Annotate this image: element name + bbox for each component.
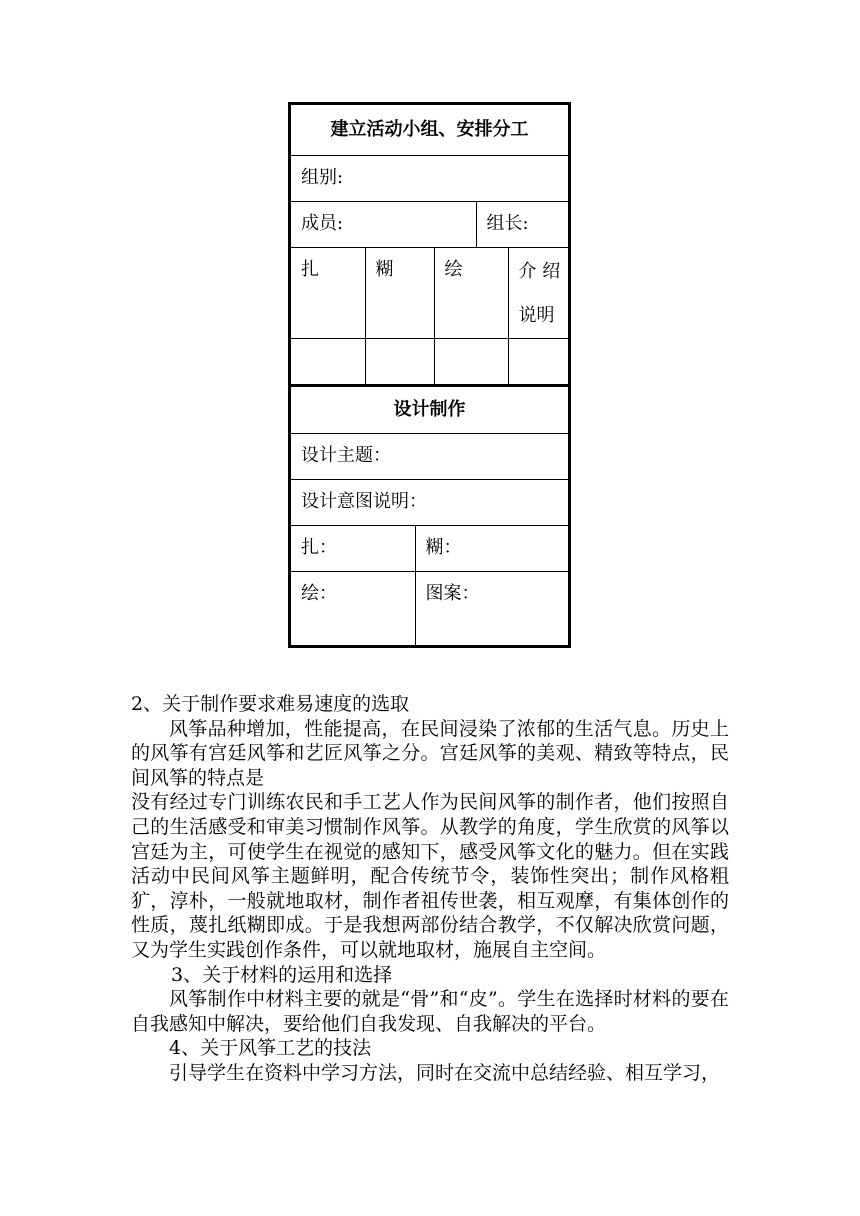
design-theme-label: 设计主题： bbox=[301, 445, 391, 466]
design-theme-field[interactable] bbox=[291, 433, 568, 479]
design-intent-field[interactable] bbox=[291, 479, 568, 525]
group-table bbox=[291, 105, 568, 384]
role-paste: 糊 bbox=[365, 247, 434, 338]
group-field[interactable] bbox=[291, 155, 568, 201]
group-section-title: 建立活动小组、安排分工 bbox=[291, 105, 568, 155]
role-paste-cell[interactable] bbox=[365, 338, 434, 384]
leader-field[interactable] bbox=[476, 201, 568, 247]
role-paint: 绘 bbox=[434, 247, 508, 338]
design-intent-label: 设计意图说明： bbox=[301, 491, 427, 512]
paragraph-3: 风筝制作中材料主要的就是“骨”和“皮”。学生在选择时材料的要在自我感知中解决，要给他们自我发现、自我解决的平台。 bbox=[131, 988, 729, 1035]
role-introduce-cell[interactable] bbox=[508, 338, 568, 384]
paste-label: 糊： bbox=[425, 537, 462, 558]
heading-2: 2、关于制作要求难易速度的选取 bbox=[131, 693, 410, 715]
activity-form bbox=[288, 102, 571, 648]
group-label: 组别: bbox=[301, 167, 344, 188]
leader-label: 组长: bbox=[486, 213, 529, 234]
paste-field[interactable] bbox=[415, 525, 568, 571]
pattern-field[interactable] bbox=[415, 571, 568, 645]
pattern-label: 图案： bbox=[425, 582, 480, 604]
paragraph-1: 风筝品种增加，性能提高，在民间浸染了浓郁的生活气息。历史上的风筝有宫廷风筝和艺匠风筝之分。宫廷风筝的美观、精致等特点，民间风筝的特点是 bbox=[131, 717, 729, 789]
design-table bbox=[291, 387, 568, 645]
tie-field[interactable] bbox=[291, 525, 415, 571]
paint-label: 绘： bbox=[301, 582, 337, 604]
role-paint-cell[interactable] bbox=[434, 338, 508, 384]
heading-3: 3、关于材料的运用和选择 bbox=[171, 963, 393, 986]
paragraph-2: 没有经过专门训练农民和手工艺人作为民间风筝的制作者，他们按照自己的生活感受和审美习惯制作风筝。从教学的角度，学生欣赏的风筝以宫廷为主，可使学生在视觉的感知下，感受风筝文化的魅力。但在实践活动中民间风筝主题鲜明，配合传统节令，装饰性突出；制作风格粗犷，淳朴，一般就地取材，制作者祖传世袭，相互观摩，有集体创作的性质，蔑扎纸糊即成。于是我想两部份结合教学，不仅解决欣赏问题，又为学生实践创作条件，可以就地取材，施展自主空间。 bbox=[131, 791, 729, 961]
design-section-title: 设计制作 bbox=[291, 387, 568, 433]
members-label: 成员: bbox=[301, 213, 344, 234]
paragraph-4: 引导学生在资料中学习方法，同时在交流中总结经验、相互学习， bbox=[169, 1061, 721, 1084]
role-tie: 扎 bbox=[291, 247, 365, 338]
heading-4: 4、关于风筝工艺的技法 bbox=[169, 1037, 372, 1060]
role-tie-cell[interactable] bbox=[291, 338, 365, 384]
paint-field[interactable] bbox=[291, 571, 415, 645]
role-introduce: 介 绍 说明 bbox=[508, 247, 568, 338]
tie-label: 扎： bbox=[301, 537, 337, 558]
members-field[interactable] bbox=[291, 201, 476, 247]
body-text bbox=[131, 692, 729, 1086]
